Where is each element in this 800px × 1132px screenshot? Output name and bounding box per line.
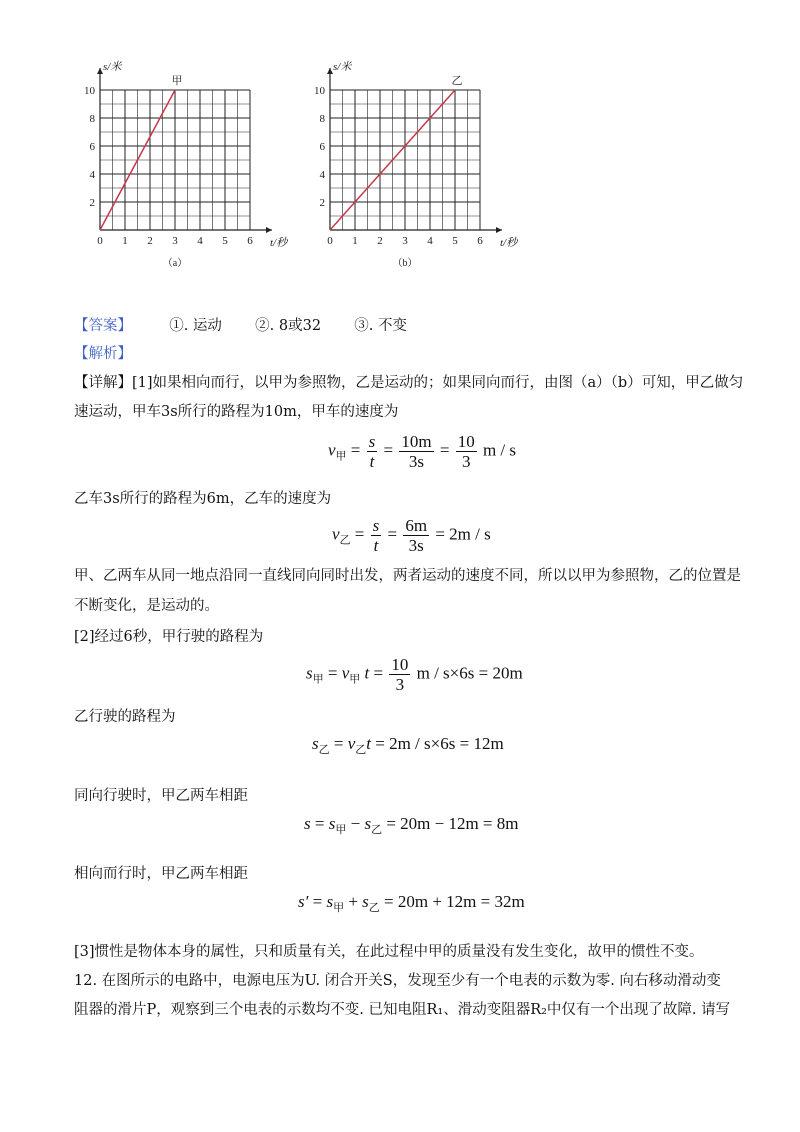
chart-b [310,60,540,270]
x-tick-label: 2 [377,235,383,247]
analysis-tag: 【解析】 [74,346,132,362]
chart-a [80,60,310,270]
answer-item-2: ②. 8或32 [255,318,322,334]
answer-item-1: ①. 运动 [169,318,222,334]
y-axis-label: s/米 [333,61,352,73]
x-tick-label: 6 [477,235,483,247]
y-tick-label: 2 [89,197,95,209]
detail-line-7: 乙行驶的路程为 [74,709,176,725]
detail-line-10: [3]惯性是物体本身的属性，只和质量有关，在此过程中甲的质量没有发生变化，故甲的惯性不变。 [74,944,704,960]
x-tick-label: 6 [247,235,253,247]
x-tick-label: 5 [222,235,228,247]
detail-line-3: 乙车3s所行的路程为6m，乙车的速度为 [74,491,332,507]
detail-line-6: [2]经过6秒，甲行驶的路程为 [74,629,264,645]
equation-v-jia: $v_甲$ = $\frac{s}{t}$ = $\frac{10m}{3s}$ = $\frac{10}{3}$ m / s [328,432,516,471]
equation-opposite-direction: $s' = s_甲 + s_乙 = 20m + 12m = 32m$ [298,892,525,914]
detail-line-8: 同向行驶时，甲乙两车相距 [74,788,248,804]
y-tick-label: 2 [319,197,325,209]
equation-s-yi: $s_乙 = v_乙t = 2m / s\times 6s = 12m$ [312,734,504,756]
question-12-line-2: 阻器的滑片P，观察到三个电表的示数均不变. 已知电阻R₁、滑动变阻器R₂中仅有一个出现了故障. 请写 [74,1002,731,1018]
x-tick-label: 4 [197,235,203,247]
detail-line-4: 甲、乙两车从同一地点沿同一直线同向同时出发，两者运动的速度不同，所以以甲为参照物，乙的位置是 [74,568,741,584]
x-tick-label: 3 [172,235,178,247]
x-tick-label: 5 [452,235,458,247]
x-tick-label: 1 [352,235,358,247]
detail-line-5: 不断变化，是运动的。 [74,598,219,614]
x-axis-label: t/秒 [270,237,288,249]
detail-line-1 [74,373,743,393]
equation-s-jia: $s_甲 = v_甲$ t = $\frac{10}{3}$ m / s×6s = 20m [306,655,523,694]
y-axis-label: s/米 [103,61,122,73]
y-tick-label: 6 [319,141,325,153]
y-tick-label: 4 [89,169,95,181]
x-axis-label: t/秒 [500,237,518,249]
chart-caption: （b） [392,258,418,269]
equation-same-direction: $s = s_甲 - s_乙 = 20m - 12m = 8m$ [304,814,519,836]
y-tick-label: 4 [319,169,325,181]
y-tick-label: 8 [89,113,95,125]
x-tick-label: 0 [327,235,333,247]
x-axis-arrow [496,227,502,233]
chart-caption: （a） [162,258,188,269]
series-label: 乙 [451,75,463,87]
detail-line-9: 相向而行时，甲乙两车相距 [74,866,248,882]
detail-text-1: [1]如果相向而行，以甲为参照物，乙是运动的；如果同向而行，由图（a）（b）可知，甲乙做匀 [132,375,744,391]
answer-tag: 【答案】 [74,318,132,334]
x-tick-label: 1 [122,235,128,247]
x-axis-arrow [266,227,272,233]
y-tick-label: 10 [84,85,95,97]
detail-tag: 【详解】 [74,375,132,391]
answer-line [74,316,407,336]
equation-v-yi: $v_乙$ = $\frac{s}{t}$ = $\frac{6m}{3s}$ = 2m / s [332,516,491,555]
x-tick-label: 2 [147,235,153,247]
answer-item-3: ③. 不变 [354,318,407,334]
x-tick-label: 3 [402,235,408,247]
y-tick-label: 8 [319,113,325,125]
series-label: 甲 [171,75,183,87]
detail-line-2: 速运动，甲车3s所行的路程为10m，甲车的速度为 [74,404,399,420]
y-tick-label: 10 [314,85,325,97]
x-tick-label: 4 [427,235,433,247]
x-tick-label: 0 [97,235,103,247]
y-tick-label: 6 [89,141,95,153]
question-12-line-1: 12. 在图所示的电路中，电源电压为U. 闭合开关S，发现至少有一个电表的示数为零. 向右移动滑动变 [74,973,721,989]
